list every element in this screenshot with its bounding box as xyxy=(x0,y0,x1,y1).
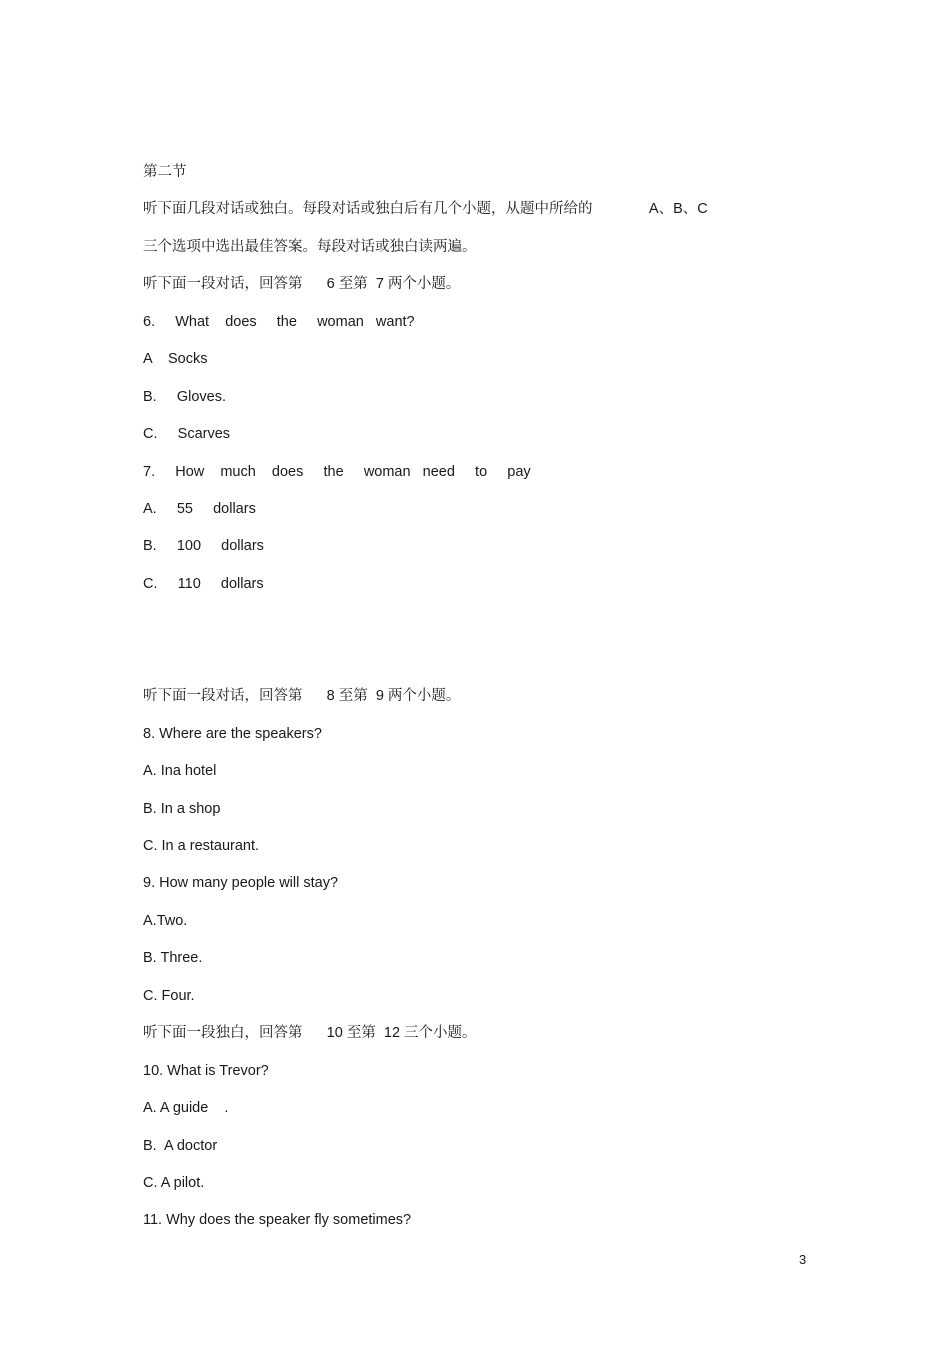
question-11: 11. Why does the speaker fly sometimes? xyxy=(143,1212,412,1228)
section-heading: 第二节 xyxy=(143,164,187,180)
question-8-option-c: C. In a restaurant. xyxy=(143,838,260,854)
instruction-line-1: 听下面几段对话或独白。每段对话或独白后有几个小题，从题中所给的 A、B、C xyxy=(143,201,708,217)
question-7-option-b: B. 100 dollars xyxy=(143,538,264,554)
question-9-option-a: A.Two. xyxy=(143,913,188,929)
question-6-option-c: C. Scarves xyxy=(143,426,231,442)
page-number: 3 xyxy=(799,1252,807,1267)
question-7: 7. How much does the woman need to pay xyxy=(143,464,531,480)
question-6-option-b: B. Gloves. xyxy=(143,389,226,405)
question-10-option-b: B. A doctor xyxy=(143,1138,218,1154)
question-6-option-a: A Socks xyxy=(143,351,208,367)
question-9-option-b: B. Three. xyxy=(143,950,203,966)
question-6: 6. What does the woman want? xyxy=(143,314,415,330)
question-9-option-c: C. Four. xyxy=(143,988,195,1004)
question-8-option-b: B. In a shop xyxy=(143,801,221,817)
question-8-option-a: A. Ina hotel xyxy=(143,763,217,779)
question-10-option-c: C. A pilot. xyxy=(143,1175,205,1191)
question-8: 8. Where are the speakers? xyxy=(143,726,322,742)
question-9: 9. How many people will stay? xyxy=(143,875,339,891)
question-7-option-c: C. 110 dollars xyxy=(143,576,264,592)
monologue-intro-10-12: 听下面一段独白，回答第 10 至第 12 三个小题。 xyxy=(143,1025,477,1041)
dialogue-intro-6-7: 听下面一段对话，回答第 6 至第 7 两个小题。 xyxy=(143,276,461,292)
instruction-line-2: 三个选项中选出最佳答案。每段对话或独白读两遍。 xyxy=(143,239,477,255)
question-10: 10. What is Trevor? xyxy=(143,1063,269,1079)
dialogue-intro-8-9: 听下面一段对话，回答第 8 至第 9 两个小题。 xyxy=(143,688,461,704)
question-10-option-a: A. A guide . xyxy=(143,1100,229,1116)
question-7-option-a: A. 55 dollars xyxy=(143,501,256,517)
